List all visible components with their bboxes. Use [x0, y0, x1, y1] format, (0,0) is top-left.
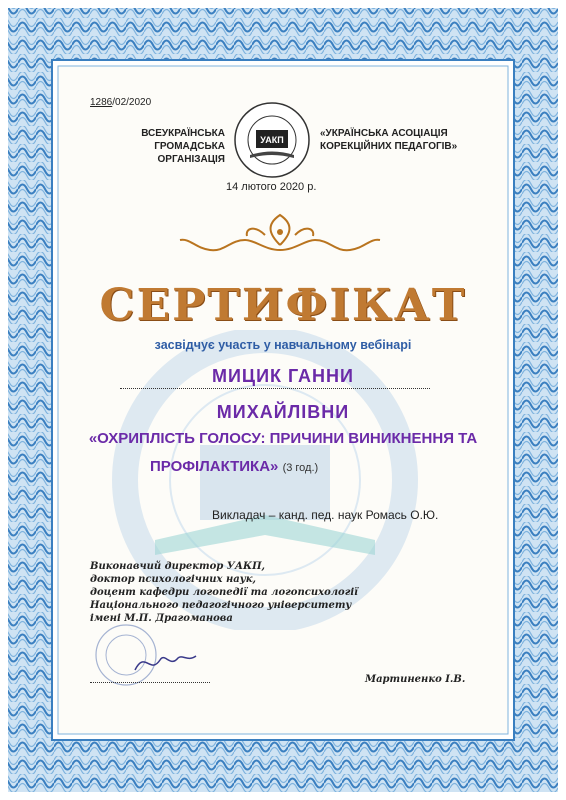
signature-icon — [130, 640, 200, 680]
logo-text: УАКП — [260, 135, 284, 145]
certificate-title: СЕРТИФІКАТ — [99, 280, 467, 331]
webinar-topic-line-2: ПРОФІЛАКТИКА» (3 год.) — [150, 458, 319, 475]
issue-date: 14 лютого 2020 р. — [226, 181, 317, 193]
signatory-title: Виконавчий директор УАКП, доктор психологічних наук, доцент кафедри логопедії та логопсихології Національного педагогічного університету імені М.П. Драгоманова — [90, 561, 358, 624]
org-right-label: «УКРАЇНСЬКА АСОЦІАЦІЯ КОРЕКЦІЙНИХ ПЕДАГОГІВ» — [320, 128, 458, 152]
registration-number: 1286/02/2020 — [90, 97, 152, 108]
lecturer-info: Викладач – канд. пед. наук Ромась О.Ю. — [212, 508, 439, 522]
recipient-name-line-2: МИХАЙЛІВНИ — [216, 402, 350, 422]
org-left-label: ВСЕУКРАЇНСЬКА ГРОМАДСЬКА ОРГАНІЗАЦІЯ — [141, 128, 225, 165]
certificate-subtitle: засвідчує участь у навчальному вебінарі — [154, 338, 412, 352]
signature-line — [90, 682, 210, 683]
webinar-topic-line-1: «ОХРИПЛІСТЬ ГОЛОСУ: ПРИЧИНИ ВИНИКНЕННЯ ТА — [88, 430, 478, 447]
association-logo — [232, 100, 312, 180]
webinar-hours: (3 год.) — [282, 462, 319, 474]
recipient-name-line-1: МИЦИК ГАННИ — [211, 366, 354, 386]
signatory-name: Мартиненко І.В. — [365, 674, 466, 685]
name-underline-1 — [120, 388, 430, 389]
ornament-icon — [175, 210, 385, 260]
